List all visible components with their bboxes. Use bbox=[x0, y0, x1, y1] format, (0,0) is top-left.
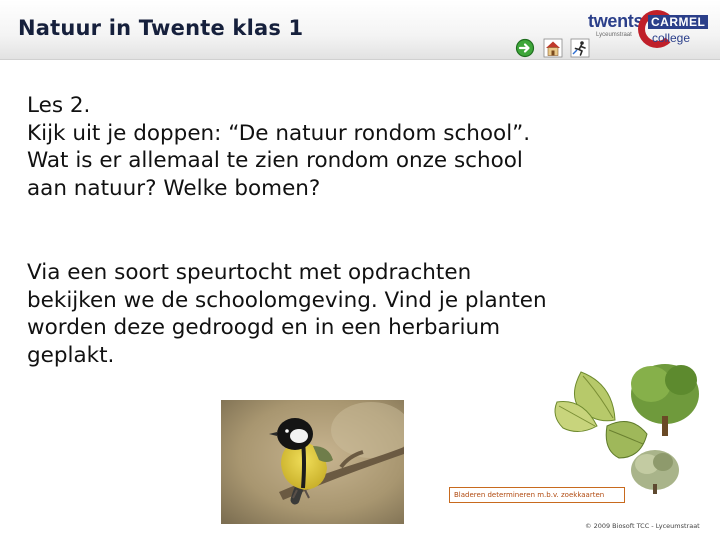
header-bar bbox=[0, 0, 720, 60]
text-line: Kijk uit je doppen: “De natuur rondom school”. bbox=[27, 120, 531, 146]
arrow-right-icon bbox=[515, 38, 535, 58]
page-title: Natuur in Twente klas 1 bbox=[18, 16, 304, 40]
logo-carmel: CARMEL bbox=[648, 15, 708, 29]
text-line: geplakt. bbox=[27, 342, 115, 368]
lesson-intro-paragraph bbox=[27, 92, 687, 202]
copyright-text: © 2009 Biosoft TCC - Lyceumstraat bbox=[585, 522, 700, 530]
bird-photo bbox=[221, 400, 404, 524]
logo-college: college bbox=[652, 31, 691, 45]
logo-twents: twents bbox=[588, 11, 644, 31]
logo-subtitle: Lyceumstraat bbox=[596, 32, 632, 38]
text-line: worden deze gedroogd en in een herbarium bbox=[27, 315, 501, 340]
text-line: Wat is er allemaal te zien rondom onze school bbox=[27, 148, 523, 173]
home-icon bbox=[543, 38, 563, 58]
text-line: bekijken we de schoolomgeving. Vind je planten bbox=[27, 287, 547, 313]
text-line: Via een soort speurtocht met opdrachten bbox=[27, 260, 472, 285]
exit-icon bbox=[570, 38, 590, 58]
exit-button[interactable] bbox=[570, 38, 590, 58]
home-button[interactable] bbox=[543, 38, 563, 58]
caption-link[interactable]: Bladeren determineren m.b.v. zoekkaarten bbox=[449, 487, 625, 503]
text-line: Les 2. bbox=[27, 93, 91, 118]
next-button[interactable] bbox=[515, 38, 535, 58]
plants-illustration bbox=[543, 354, 713, 494]
text-line: aan natuur? Welke bomen? bbox=[27, 175, 321, 201]
school-logo bbox=[586, 8, 712, 52]
lesson-activity-paragraph bbox=[27, 259, 687, 369]
